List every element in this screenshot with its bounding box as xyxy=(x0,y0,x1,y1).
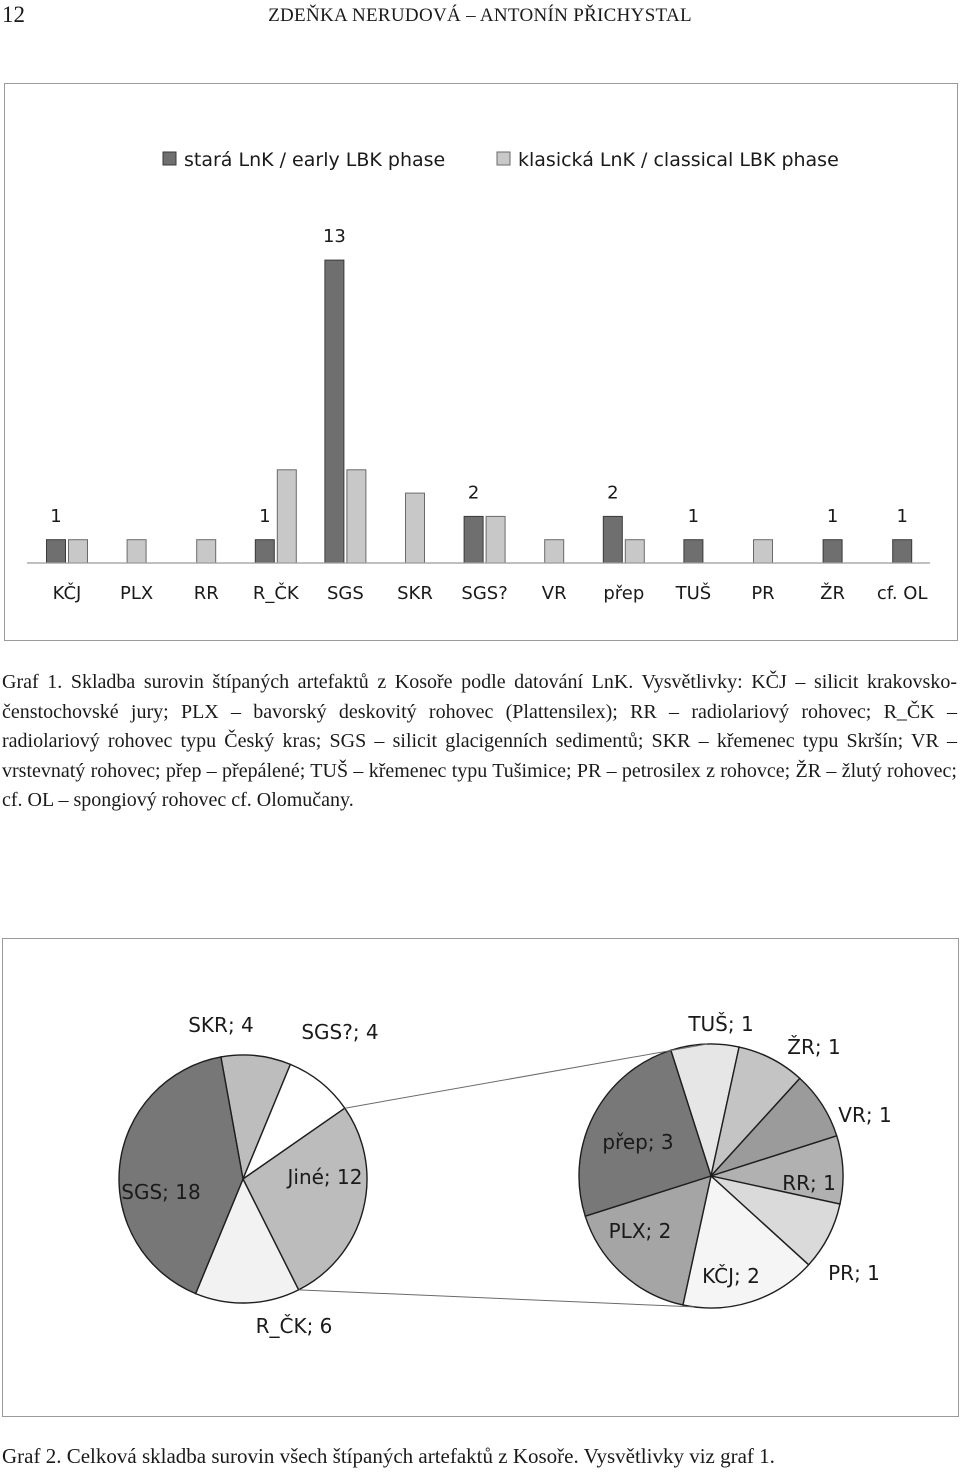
detail-pie-label: ŽR; 1 xyxy=(787,1035,841,1059)
main-pie-label: SGS?; 4 xyxy=(301,1020,379,1044)
bar-classical-6 xyxy=(486,516,505,563)
running-head-authors: ZDEŇKA NERUDOVÁ – ANTONÍN PŘICHYSTAL xyxy=(268,5,692,26)
bar-early-6 xyxy=(464,516,483,563)
legend-swatch-classical xyxy=(497,152,510,165)
x-tick-label: R_ČK xyxy=(252,583,299,604)
data-label: 1 xyxy=(896,506,908,527)
data-label: 1 xyxy=(687,506,700,527)
bar-classical-5 xyxy=(406,493,425,563)
data-label: 2 xyxy=(467,482,480,504)
x-tick-label: přep xyxy=(603,583,645,604)
bar-early-8 xyxy=(603,516,622,563)
x-tick-label: SGS? xyxy=(461,583,508,604)
detail-pie-label: PLX; 2 xyxy=(608,1219,672,1243)
x-tick-label: KČJ xyxy=(52,583,82,604)
bar-classical-8 xyxy=(625,540,644,563)
bar-classical-7 xyxy=(545,540,564,563)
bar-early-11 xyxy=(823,540,842,563)
detail-pie-label: RR; 1 xyxy=(782,1171,836,1195)
main-pie-label: Jiné; 12 xyxy=(287,1165,363,1189)
x-tick-label: SGS xyxy=(326,583,364,604)
bar-early-9 xyxy=(684,540,703,563)
bar-classical-10 xyxy=(754,540,773,563)
x-tick-label: VR xyxy=(541,583,567,604)
bar-early-12 xyxy=(893,540,912,563)
detail-pie-label: přep; 3 xyxy=(602,1130,674,1154)
data-label: 1 xyxy=(259,506,271,527)
legend-label-classical: klasická LnK / classical LBK phase xyxy=(518,149,839,171)
legend-swatch-early xyxy=(163,152,176,165)
bar-classical-0 xyxy=(69,540,88,563)
detail-pie-label: PR; 1 xyxy=(828,1261,880,1285)
x-tick-label: PR xyxy=(751,583,775,604)
data-label: 1 xyxy=(826,506,839,527)
bar-classical-2 xyxy=(197,540,216,563)
figure-caption-graf-1: Graf 1. Skladba surovin štípaných artefaktů z Kosoře podle datování LnK. Vysvětlivky: KČJ – silicit krakovsko-čenstochovské jury; PLX – bavorský deskovitý rohovec (Plattensilex); RR – radiolariový rohovec; R_ČK – radiolariový rohovec typu Český kras; SGS – silicit glacigenních sedimentů; SKR – křemenec typu Skršín; VR – vrstevnatý rohovec; přep – přepálené; TUŠ – křemenec typu Tušimice; PR – petrosilex z rohovce; ŽR – žlutý rohovec; cf. OL – spongiový rohovec cf. Olomučany. xyxy=(2,671,957,811)
connector-line-bottom xyxy=(299,1290,694,1307)
bar-early-3 xyxy=(255,540,274,563)
detail-pie-label: TUŠ; 1 xyxy=(688,1012,754,1036)
main-pie-label: SKR; 4 xyxy=(188,1013,254,1037)
bar-chart xyxy=(5,84,957,640)
data-label: 2 xyxy=(607,482,619,504)
legend-label-early: stará LnK / early LBK phase xyxy=(184,149,446,171)
bar-chart-frame xyxy=(4,83,958,641)
detail-pie-label: VR; 1 xyxy=(838,1103,892,1127)
bar-classical-4 xyxy=(347,470,366,563)
bar-classical-1 xyxy=(127,540,146,563)
data-label: 13 xyxy=(322,226,346,248)
x-tick-label: PLX xyxy=(119,583,154,604)
running-header xyxy=(0,0,960,34)
bar-classical-3 xyxy=(277,470,296,563)
x-tick-label: cf. OL xyxy=(876,583,928,604)
figure-caption-graf-2: Graf 2. Celková skladba surovin všech štípaných artefaktů z Kosoře. Vysvětlivky viz graf 1. xyxy=(2,1444,775,1468)
main-pie-label: R_ČK; 6 xyxy=(255,1314,333,1338)
page-number: 12 xyxy=(2,2,25,27)
main-pie-label: SGS; 18 xyxy=(121,1180,201,1204)
x-tick-label: SKR xyxy=(397,583,433,604)
bar-early-0 xyxy=(47,540,66,563)
x-tick-label: TUŠ xyxy=(675,583,712,604)
detail-pie-label: KČJ; 2 xyxy=(702,1264,760,1288)
data-label: 1 xyxy=(50,506,62,527)
x-tick-label: RR xyxy=(193,583,219,604)
pie-of-pie-chart xyxy=(3,939,958,1416)
x-tick-label: ŽR xyxy=(820,583,846,604)
pie-chart-frame xyxy=(2,938,959,1417)
bar-early-4 xyxy=(325,260,344,563)
